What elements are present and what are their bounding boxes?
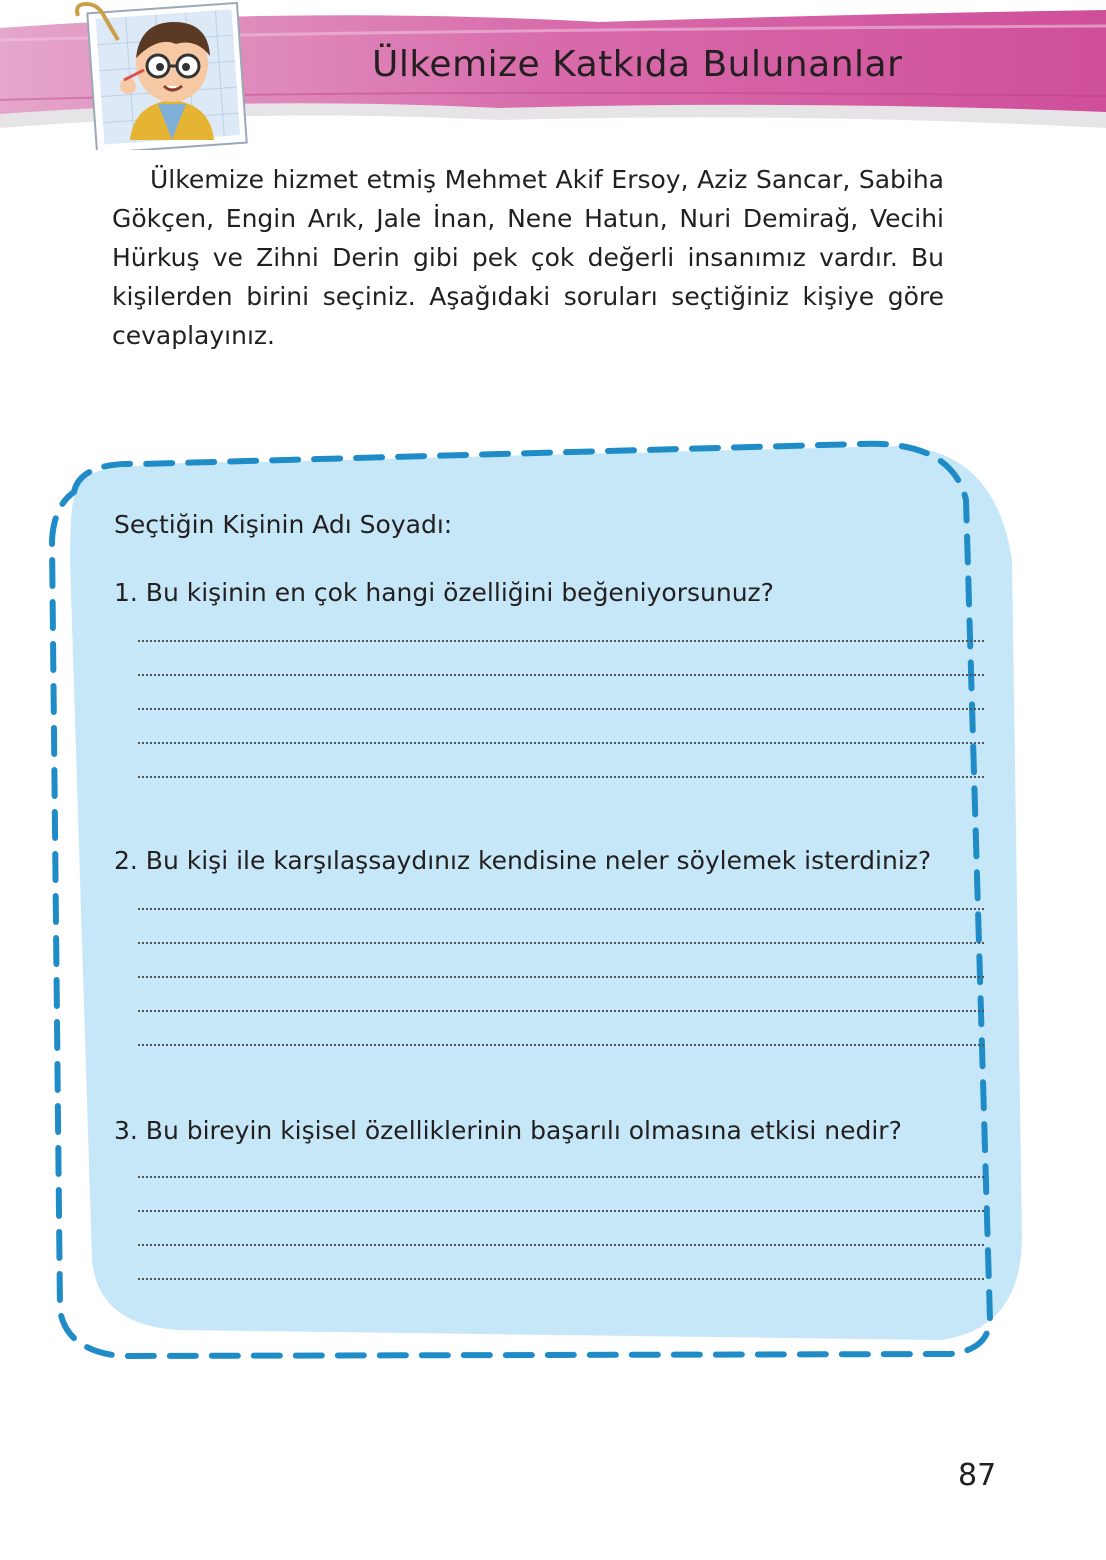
answer-lines-1[interactable]: [138, 608, 984, 778]
answer-lines-2[interactable]: [138, 876, 984, 1046]
page-number: 87: [958, 1458, 997, 1493]
mascot-illustration: [77, 3, 247, 150]
answer-line[interactable]: [138, 1012, 984, 1046]
name-label: Seçtiğin Kişinin Adı Soyadı:: [114, 510, 453, 539]
answer-line[interactable]: [138, 876, 984, 910]
answer-line[interactable]: [138, 910, 984, 944]
answer-line[interactable]: [138, 978, 984, 1012]
answer-line[interactable]: [138, 608, 984, 642]
page-title: Ülkemize Katkıda Bulunanlar: [372, 44, 903, 85]
question-3: 3. Bu bireyin kişisel özelliklerinin başarılı olmasına etkisi nedir?: [114, 1116, 902, 1145]
answer-line[interactable]: [138, 710, 984, 744]
answer-line[interactable]: [138, 1144, 984, 1178]
answer-lines-3[interactable]: [138, 1144, 984, 1280]
answer-line[interactable]: [138, 1246, 984, 1280]
answer-line[interactable]: [138, 944, 984, 978]
intro-paragraph: [112, 160, 944, 355]
answer-line[interactable]: [138, 744, 984, 778]
question-1: 1. Bu kişinin en çok hangi özelliğini beğeniyorsunuz?: [114, 578, 774, 607]
question-2: 2. Bu kişi ile karşılaşsaydınız kendisine neler söylemek isterdiniz?: [114, 846, 932, 875]
answer-line[interactable]: [138, 676, 984, 710]
answer-line[interactable]: [138, 1212, 984, 1246]
intro-text: Ülkemize hizmet etmiş Mehmet Akif Ersoy, Aziz Sancar, Sabiha Gökçen, Engin Arık, Jale İnan, Nene Hatun, Nuri Demirağ, Vecihi Hürkuş ve Zihni Derin gibi pek çok değerli insanımız vardır. Bu kişilerden birini seçiniz. Aşağıdaki soruları seçtiğiniz kişiye göre cevaplayınız.: [112, 165, 944, 350]
answer-line[interactable]: [138, 1178, 984, 1212]
answer-line[interactable]: [138, 642, 984, 676]
